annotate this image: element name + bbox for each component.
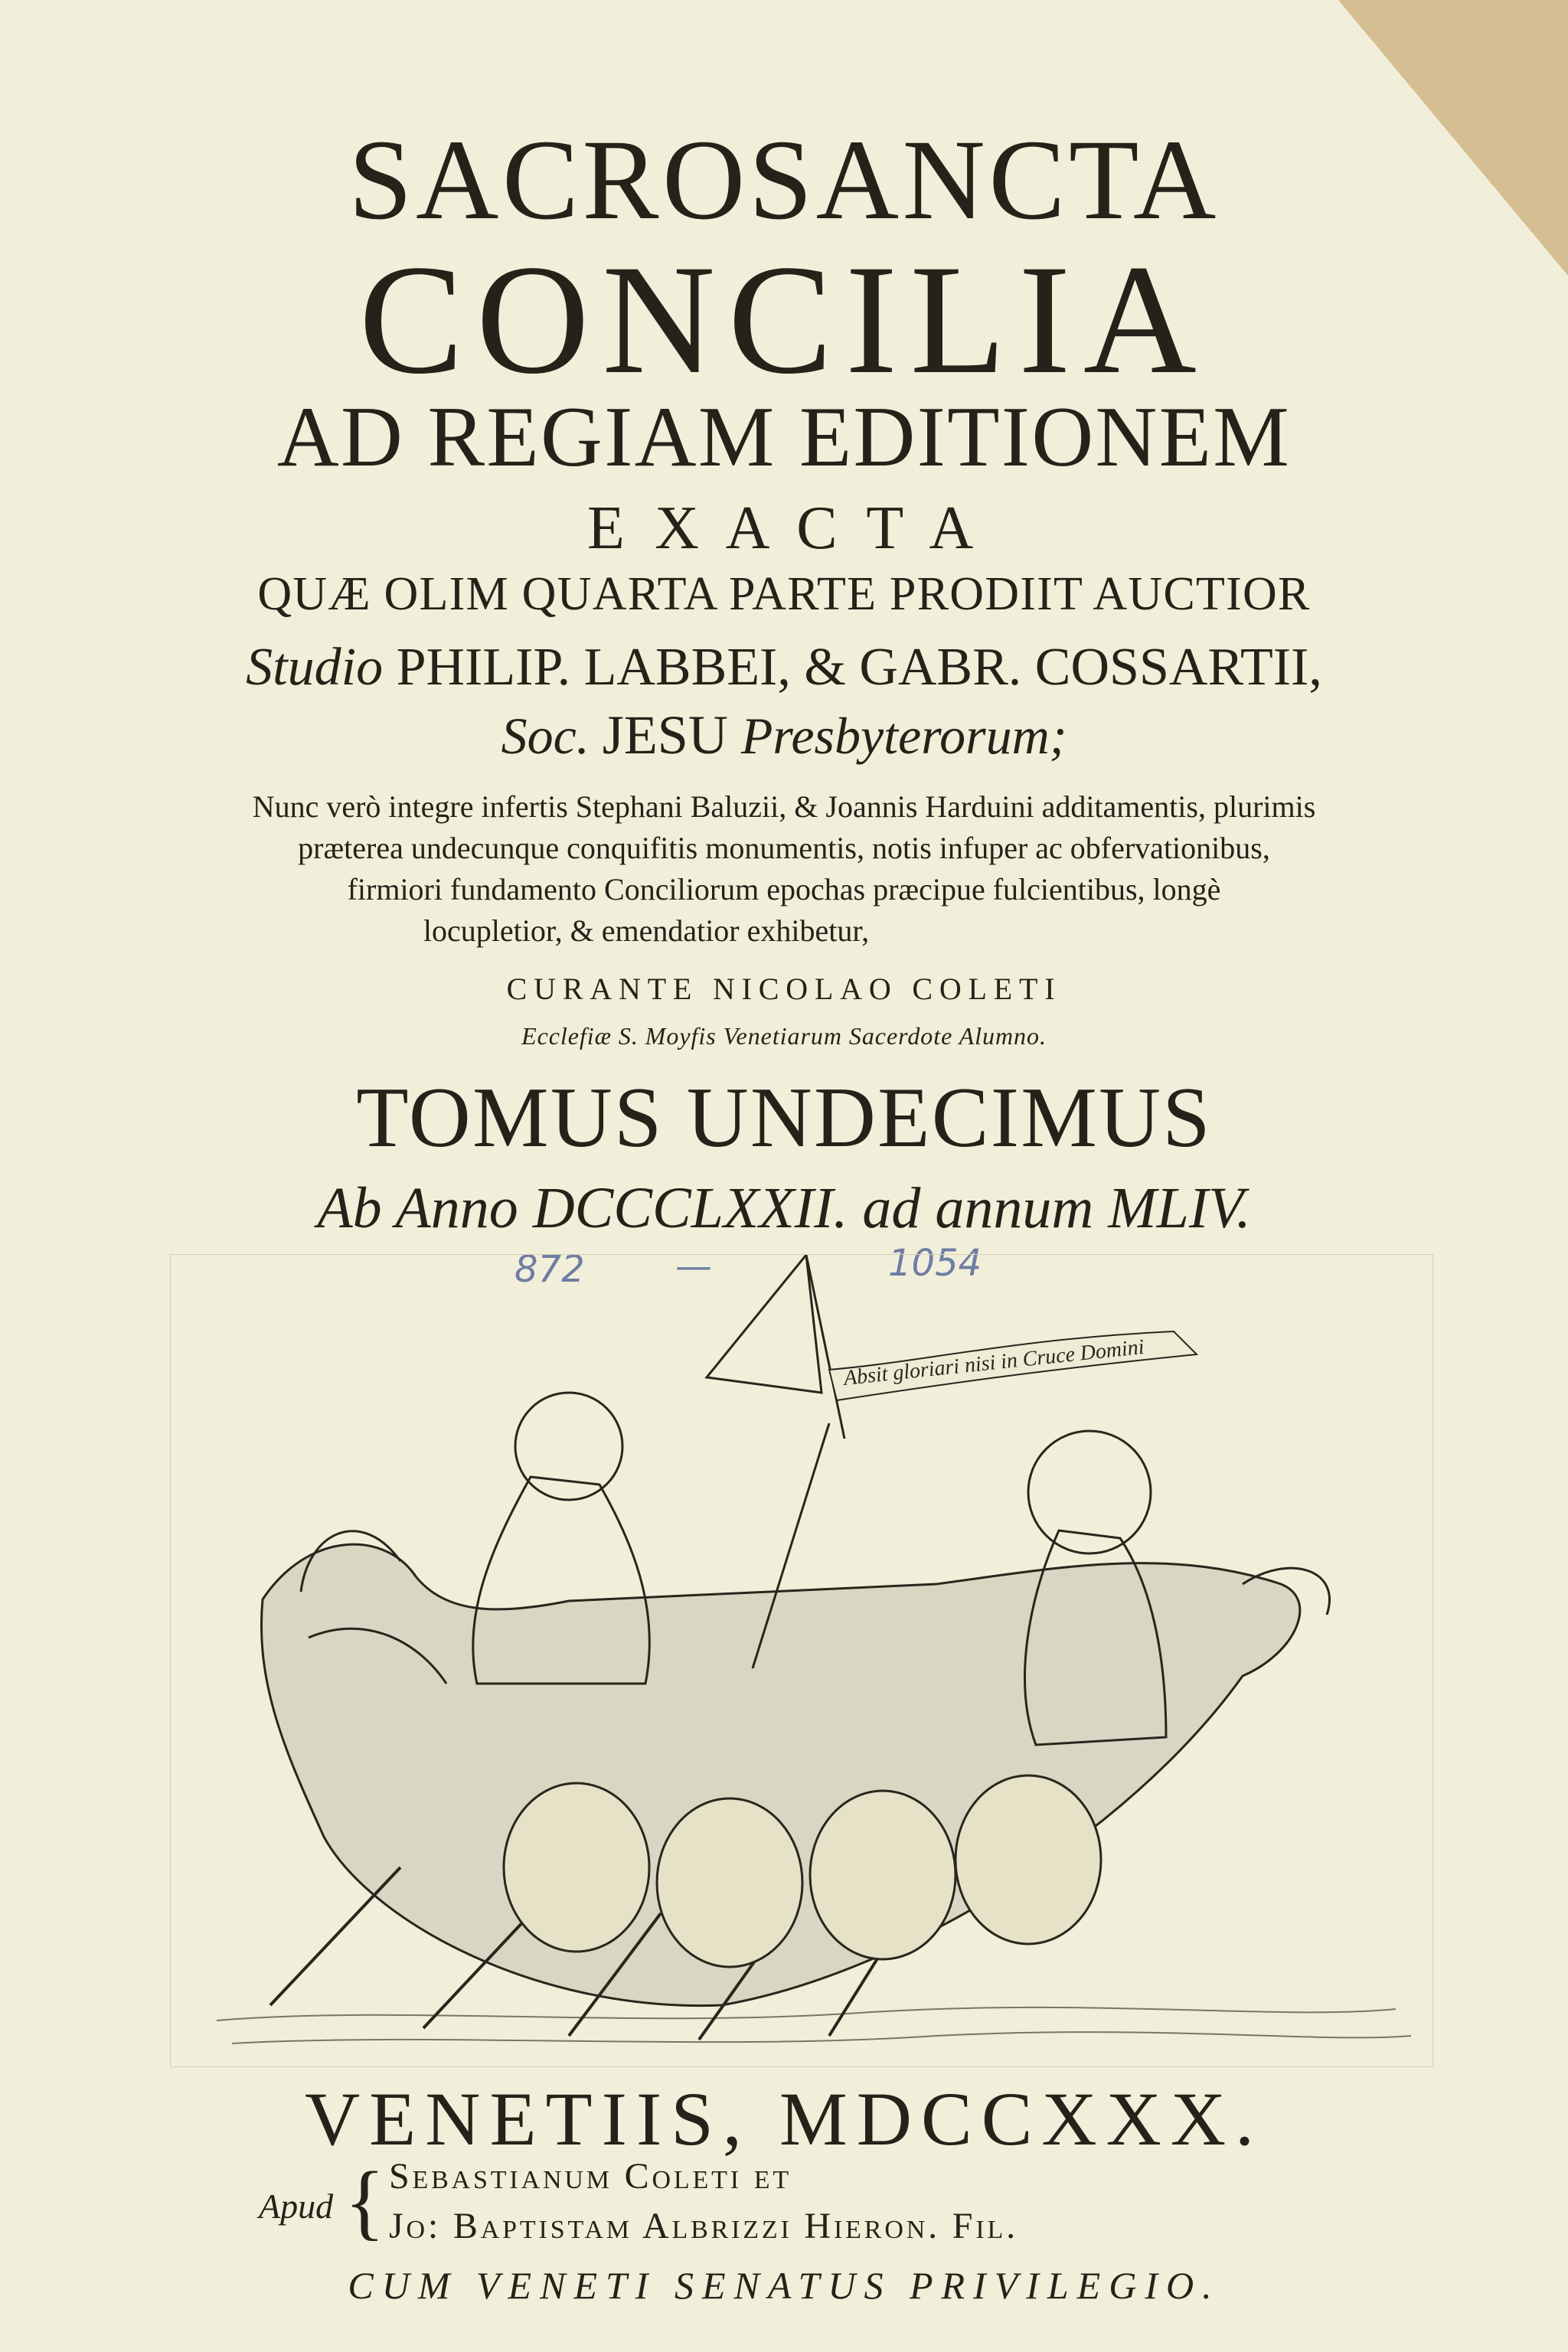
studio-word: Studio	[246, 638, 384, 697]
presbyterorum-word: Presbyterorum;	[740, 707, 1067, 765]
title-line-4: E X A C T A	[587, 495, 981, 562]
soc-word: Soc.	[501, 707, 590, 765]
title-line-1: SACROSANCTA	[348, 116, 1220, 243]
curante-line: CURANTE NICOLAO COLETI	[506, 972, 1062, 1006]
ecclesiae-line: Ecclefiæ S. Moyfis Venetiarum Sacerdote Alumno.	[521, 1022, 1047, 1050]
society-line	[0, 704, 1568, 766]
year-range-line: Ab Anno DCCCLXXII. ad annum MLIV.	[317, 1176, 1251, 1240]
description-line-3: firmiori fundamento Conciliorum epochas præcipue fulcientibus, longè	[347, 872, 1221, 906]
apud-word: Apud	[259, 2187, 334, 2226]
handwritten-dash: —	[675, 1245, 712, 1288]
title-line-3: AD REGIAM EDITIONEM	[276, 390, 1292, 485]
engraving-illustration	[171, 1255, 1432, 2066]
brace: {	[345, 2154, 385, 2248]
printer-line-2: Jo: Baptistam Albrizzi Hieron. Fil.	[389, 2206, 1018, 2246]
title-line-2: CONCILIA	[358, 233, 1210, 407]
tomus-line: TOMUS UNDECIMUS	[356, 1070, 1212, 1165]
privilege-line: CUM VENETI SENATUS PRIVILEGIO.	[348, 2264, 1220, 2307]
imprint-place: VENETIIS, MDCCXXX.	[304, 2076, 1264, 2161]
author-names: PHILIP. LABBEI, & GABR. COSSARTII,	[396, 638, 1322, 697]
ship-engraving	[170, 1254, 1433, 2067]
jesu-word: JESU	[602, 704, 728, 766]
description-line-4: locupletior, & emendatior exhibetur,	[423, 913, 870, 948]
description-line-1: Nunc verò integre infertis Stephani Baluzii, & Joannis Harduini additamentis, plurimis	[252, 789, 1316, 824]
engraving-banner-text: Absit gloriari nisi in Cruce Domini	[842, 1334, 1145, 1390]
handwritten-end-year: 1054	[888, 1242, 982, 1285]
printer-line-1: Sebastianum Coleti et	[389, 2156, 792, 2197]
title-line-5: QUÆ OLIM QUARTA PARTE PRODIIT AUCTIOR	[257, 568, 1311, 620]
authors-line	[0, 637, 1568, 698]
description-line-2: præterea undecunque conquifitis monumentis, notis infuper ac obfervationibus,	[298, 831, 1270, 865]
handwritten-start-year: 872	[514, 1248, 585, 1291]
